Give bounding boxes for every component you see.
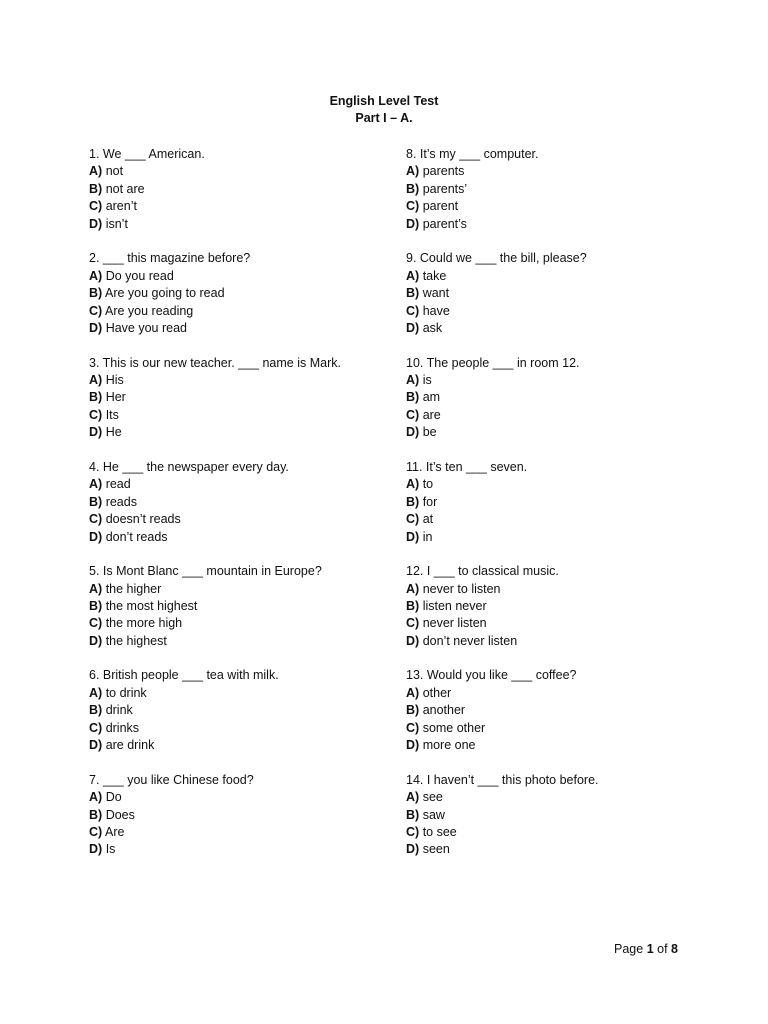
option-letter: A) — [89, 685, 103, 700]
answer-option[interactable] — [89, 476, 389, 493]
option-text: His — [105, 373, 124, 387]
document-header — [0, 93, 768, 127]
option-text: isn’t — [105, 216, 128, 231]
page-footer — [614, 942, 678, 956]
answer-option[interactable] — [406, 720, 706, 737]
option-letter: A) — [406, 164, 420, 179]
option-text: is — [422, 373, 432, 387]
option-text: the most highest — [105, 599, 198, 613]
answer-option[interactable] — [406, 424, 706, 441]
question-text: 4. He ___ the newspaper every day. — [89, 459, 289, 474]
option-letter: D) — [89, 738, 103, 753]
question-block — [406, 772, 706, 876]
option-text: take — [422, 268, 447, 283]
question-block — [89, 772, 389, 876]
option-letter: D) — [89, 842, 103, 857]
option-letter: D) — [406, 529, 420, 544]
answer-option[interactable] — [89, 598, 389, 615]
answer-option[interactable] — [406, 181, 706, 198]
question-text: 12. I ___ to classical music. — [406, 564, 559, 579]
option-letter: B) — [89, 494, 103, 509]
option-letter: A) — [89, 268, 103, 283]
option-letter: A) — [406, 790, 420, 805]
document-title: English Level Test — [329, 94, 439, 108]
page-separator: of — [657, 942, 668, 956]
option-letter: B) — [406, 181, 420, 196]
answer-option[interactable] — [89, 511, 389, 528]
answer-option[interactable] — [406, 581, 706, 598]
answer-option[interactable] — [89, 198, 389, 215]
question-text: 13. Would you like ___ coffee? — [406, 668, 577, 683]
question-block — [406, 250, 706, 354]
option-text: be — [422, 425, 437, 440]
option-text: to drink — [105, 685, 147, 700]
question-column-left — [89, 146, 389, 876]
option-text: listen never — [422, 599, 487, 613]
option-text: read — [105, 477, 131, 492]
option-text: parents’ — [422, 181, 468, 196]
answer-option[interactable] — [406, 494, 706, 511]
answer-option[interactable] — [89, 807, 389, 824]
answer-option[interactable] — [89, 702, 389, 719]
question-text: 14. I haven’t ___ this photo before. — [406, 772, 599, 787]
option-text: Her — [105, 390, 126, 405]
option-letter: A) — [406, 477, 420, 492]
question-text: 6. British people ___ tea with milk. — [89, 668, 279, 683]
answer-option[interactable] — [89, 181, 389, 198]
answer-option[interactable] — [406, 824, 706, 841]
option-letter: A) — [89, 477, 103, 492]
option-text: are — [422, 407, 441, 422]
answer-option[interactable] — [89, 216, 389, 233]
answer-option[interactable] — [406, 598, 706, 615]
option-letter: D) — [89, 633, 103, 648]
option-text: Do you read — [105, 268, 174, 283]
option-text: at — [422, 512, 434, 527]
answer-option[interactable] — [89, 268, 389, 285]
answer-option[interactable] — [89, 529, 389, 546]
answer-option[interactable] — [406, 529, 706, 546]
answer-option[interactable] — [406, 407, 706, 424]
page-current: 1 — [646, 942, 654, 956]
question-text: 7. ___ you like Chinese food? — [89, 772, 254, 787]
answer-option[interactable] — [406, 702, 706, 719]
option-letter: D) — [406, 738, 420, 753]
question-text: 9. Could we ___ the bill, please? — [406, 251, 587, 266]
question-block — [89, 667, 389, 771]
answer-option[interactable] — [89, 633, 389, 650]
option-text: saw — [422, 807, 445, 822]
answer-option[interactable] — [89, 737, 389, 754]
option-letter: B) — [89, 286, 103, 301]
option-letter: D) — [406, 842, 420, 857]
option-letter: B) — [406, 286, 420, 301]
document-subtitle: Part I – A. — [355, 111, 413, 125]
option-letter: B) — [406, 807, 420, 822]
option-letter: A) — [406, 581, 420, 596]
option-letter: C) — [89, 616, 103, 631]
answer-option[interactable] — [89, 163, 389, 180]
page-label: Page — [614, 942, 644, 956]
answer-option[interactable] — [406, 285, 706, 302]
answer-option[interactable] — [89, 581, 389, 598]
option-letter: A) — [406, 685, 420, 700]
option-text: want — [422, 286, 450, 301]
option-text: don’t never listen — [422, 633, 518, 648]
answer-option[interactable] — [406, 216, 706, 233]
option-letter: D) — [89, 216, 103, 231]
answer-option[interactable] — [406, 511, 706, 528]
option-letter: D) — [89, 320, 103, 335]
option-text: parent’s — [422, 216, 467, 231]
answer-option[interactable] — [89, 841, 389, 858]
question-text: 1. We ___ American. — [89, 147, 205, 161]
answer-option[interactable] — [406, 268, 706, 285]
option-letter: C) — [406, 720, 420, 735]
option-text: to — [422, 477, 434, 492]
option-text: not — [105, 164, 124, 179]
answer-option[interactable] — [406, 789, 706, 806]
option-letter: C) — [89, 512, 103, 527]
option-letter: B) — [89, 390, 103, 405]
answer-option[interactable] — [406, 303, 706, 320]
option-letter: B) — [89, 703, 103, 718]
option-text: other — [422, 685, 452, 700]
option-letter: C) — [406, 407, 420, 422]
option-text: some other — [422, 720, 486, 735]
option-text: another — [422, 703, 466, 718]
option-letter: B) — [89, 599, 103, 613]
option-letter: B) — [406, 703, 420, 718]
option-letter: B) — [89, 807, 103, 822]
option-letter: A) — [89, 581, 103, 596]
answer-option[interactable] — [406, 841, 706, 858]
option-letter: C) — [89, 303, 103, 318]
question-block — [406, 667, 706, 771]
option-letter: A) — [406, 268, 420, 283]
option-text: for — [422, 494, 438, 509]
option-letter: D) — [406, 216, 420, 231]
answer-option[interactable] — [406, 807, 706, 824]
answer-option[interactable] — [406, 163, 706, 180]
answer-option[interactable] — [406, 685, 706, 702]
answer-option[interactable] — [406, 615, 706, 632]
option-text: Do — [105, 790, 122, 805]
option-text: to see — [422, 825, 457, 839]
option-text: more one — [422, 738, 476, 753]
option-letter: D) — [406, 320, 420, 335]
answer-option[interactable] — [89, 720, 389, 737]
option-letter: A) — [89, 373, 103, 387]
option-text: see — [422, 790, 443, 805]
option-text: not are — [105, 181, 145, 196]
question-text: 10. The people ___ in room 12. — [406, 355, 580, 370]
option-text: the more high — [105, 616, 183, 631]
answer-option[interactable] — [406, 476, 706, 493]
question-text: 11. It’s ten ___ seven. — [406, 459, 528, 474]
answer-option[interactable] — [89, 303, 389, 320]
option-text: Are you going to read — [105, 286, 225, 301]
answer-option[interactable] — [89, 824, 389, 841]
question-text: 5. Is Mont Blanc ___ mountain in Europe? — [89, 564, 322, 579]
answer-option[interactable] — [89, 407, 389, 424]
question-block — [89, 250, 389, 354]
option-letter: C) — [89, 720, 103, 735]
option-text: in — [422, 529, 433, 544]
answer-option[interactable] — [89, 372, 389, 389]
answer-option[interactable] — [89, 424, 389, 441]
answer-option[interactable] — [89, 494, 389, 511]
option-letter: C) — [89, 407, 103, 422]
answer-option[interactable] — [89, 389, 389, 406]
option-text: parents — [422, 164, 465, 179]
answer-option[interactable] — [406, 737, 706, 754]
option-text: Are you reading — [105, 303, 194, 318]
option-letter: A) — [406, 373, 420, 387]
answer-option[interactable] — [89, 685, 389, 702]
answer-option[interactable] — [406, 633, 706, 650]
question-block — [89, 563, 389, 667]
question-text: 8. It’s my ___ computer. — [406, 147, 539, 161]
option-text: seen — [422, 842, 450, 857]
option-text: Its — [105, 407, 119, 422]
question-block — [406, 146, 706, 250]
answer-option[interactable] — [89, 615, 389, 632]
option-letter: C) — [89, 199, 103, 214]
question-block — [406, 563, 706, 667]
option-text: never listen — [422, 616, 487, 631]
option-letter: C) — [406, 616, 420, 631]
question-block — [406, 459, 706, 563]
answer-option[interactable] — [406, 320, 706, 337]
answer-option[interactable] — [406, 198, 706, 215]
option-letter: A) — [89, 790, 103, 805]
answer-option[interactable] — [89, 789, 389, 806]
answer-option[interactable] — [406, 372, 706, 389]
option-letter: C) — [406, 199, 420, 214]
option-letter: D) — [406, 425, 420, 440]
option-letter: C) — [406, 512, 420, 527]
option-letter: D) — [89, 529, 103, 544]
option-text: ask — [422, 320, 443, 335]
option-letter: D) — [406, 633, 420, 648]
page-total: 8 — [671, 942, 678, 956]
option-letter: C) — [406, 825, 420, 839]
option-text: have — [422, 303, 450, 318]
option-letter: C) — [89, 825, 103, 839]
option-text: the higher — [105, 581, 162, 596]
option-letter: B) — [89, 181, 103, 196]
option-letter: B) — [406, 599, 420, 613]
question-column-right — [406, 146, 706, 876]
option-text: am — [422, 390, 441, 405]
option-text: drink — [105, 703, 133, 718]
question-block — [89, 355, 389, 459]
option-text: don’t reads — [105, 529, 168, 544]
option-text: He — [105, 425, 122, 440]
option-letter: A) — [89, 164, 103, 179]
option-text: Are — [105, 825, 125, 839]
option-text: the highest — [105, 633, 167, 648]
option-text: doesn’t reads — [105, 512, 181, 527]
option-letter: D) — [89, 425, 103, 440]
answer-option[interactable] — [89, 285, 389, 302]
option-text: aren’t — [105, 199, 137, 214]
option-text: reads — [105, 494, 137, 509]
option-text: Is — [105, 842, 116, 857]
option-text: Have you read — [105, 320, 187, 335]
answer-option[interactable] — [406, 389, 706, 406]
option-text: Does — [105, 807, 135, 822]
option-text: are drink — [105, 738, 155, 753]
question-block — [406, 355, 706, 459]
option-letter: B) — [406, 494, 420, 509]
answer-option[interactable] — [89, 320, 389, 337]
option-text: parent — [422, 199, 459, 214]
option-letter: B) — [406, 390, 420, 405]
option-text: never to listen — [422, 581, 501, 596]
question-text: 3. This is our new teacher. ___ name is Mark. — [89, 355, 341, 370]
option-text: drinks — [105, 720, 140, 735]
option-letter: C) — [406, 303, 420, 318]
question-block — [89, 459, 389, 563]
question-text: 2. ___ this magazine before? — [89, 251, 251, 266]
question-block — [89, 146, 389, 250]
